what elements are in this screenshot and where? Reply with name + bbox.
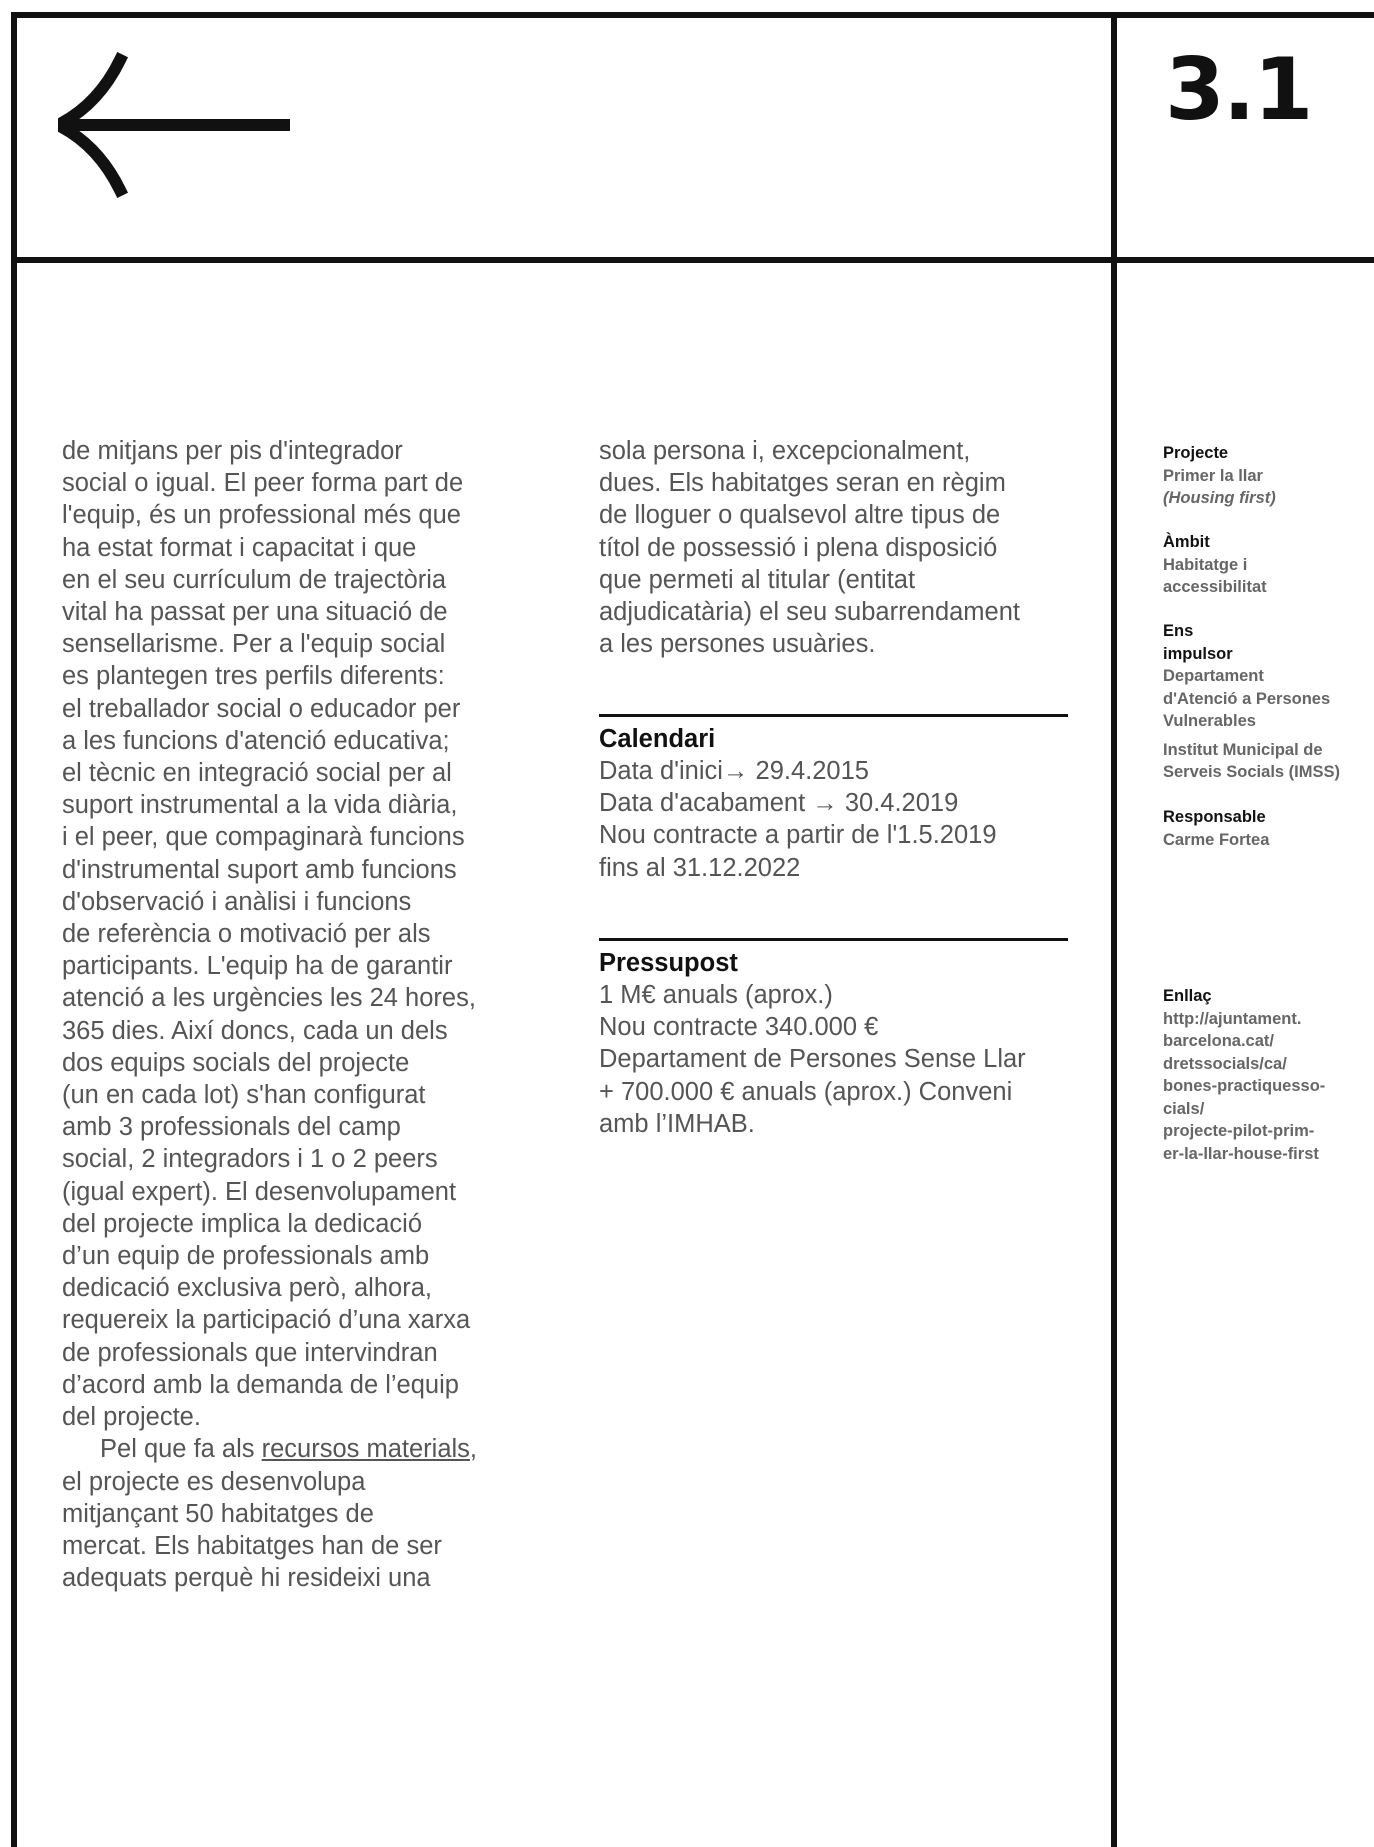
- enllac-link-line: http://ajuntament.: [1163, 1009, 1302, 1028]
- header-divider: [11, 257, 1374, 263]
- calendar-line: Nou contracte a partir de l'1.5.2019: [599, 821, 997, 850]
- sidebar-ambit: [1163, 531, 1368, 599]
- frame-left-border: [11, 12, 17, 1847]
- projecte-value-english: (Housing first): [1163, 489, 1276, 507]
- text-line: mercat. Els habitatges han de ser: [62, 1531, 442, 1560]
- budget-line: Nou contracte 340.000 €: [599, 1013, 879, 1042]
- text-line: de lloguer o qualsevol altre tipus de: [599, 501, 1001, 530]
- underlined-term: recursos materials: [261, 1435, 470, 1464]
- text-line: el treballador social o educador per: [62, 694, 461, 723]
- budget-rule: [599, 938, 1068, 941]
- text-line: (un en cada lot) s'han configurat: [62, 1081, 426, 1110]
- enllac-link-line: cials/: [1163, 1099, 1205, 1118]
- text-line: i el peer, que compaginarà funcions: [62, 823, 465, 852]
- text-line: el tècnic en integració social per al: [62, 759, 452, 788]
- enllac-label: Enllaç: [1163, 987, 1212, 1005]
- sidebar-enllac: [1163, 985, 1368, 1165]
- budget-heading: Pressupost: [599, 949, 738, 977]
- text-line: d'instrumental suport amb funcions: [62, 855, 457, 884]
- text-line: de mitjans per pis d'integrador: [62, 437, 403, 465]
- ens-value-line-2: d'Atenció a Persones: [1163, 689, 1331, 708]
- text-line: ha estat format i capacitat i que: [62, 533, 417, 562]
- projecte-value: Primer la llar: [1163, 466, 1263, 485]
- text-line: del projecte implica la dedicació: [62, 1209, 423, 1238]
- budget-line: + 700.000 € anuals (aprox.) Conveni: [599, 1077, 1013, 1106]
- text-line: participants. L'equip ha de garantir: [62, 952, 453, 981]
- text-line: dos equips socials del projecte: [62, 1048, 410, 1077]
- budget-line: amb l’IMHAB.: [599, 1109, 755, 1138]
- text-fragment: ,: [469, 1435, 478, 1464]
- ens-label-line-1: Ens: [1163, 622, 1194, 640]
- text-line: sensellarisme. Per a l'equip social: [62, 630, 446, 659]
- paragraph-2-first-line: [62, 1433, 542, 1465]
- sidebar-responsable: [1163, 806, 1368, 851]
- text-line: l'equip, és un professional més que: [62, 501, 461, 530]
- text-line: mitjançant 50 habitatges de: [62, 1499, 374, 1528]
- body-text-left-column: [62, 435, 542, 1594]
- calendar-heading: Calendari: [599, 725, 716, 753]
- text-line: d’acord amb la demanda de l’equip: [62, 1370, 459, 1399]
- ambit-value-line-1: Habitatge i: [1163, 555, 1248, 574]
- text-line: sola persona i, excepcionalment,: [599, 437, 971, 465]
- responsable-value: Carme Fortea: [1163, 830, 1270, 849]
- enllac-link-line: dretssocials/ca/: [1163, 1054, 1287, 1073]
- ens-value-line-1: Departament: [1163, 667, 1264, 685]
- enllac-link-line: bones-practiquesso-: [1163, 1077, 1326, 1095]
- text-fragment: Pel que fa als: [100, 1435, 262, 1464]
- text-line: social, 2 integradors i 1 o 2 peers: [62, 1145, 438, 1174]
- text-line: dues. Els habitatges seran en règim: [599, 469, 1006, 498]
- text-line: a les persones usuàries.: [599, 630, 876, 659]
- text-line: que permeti al titular (entitat: [599, 565, 916, 594]
- sidebar-divider: [1111, 12, 1117, 1847]
- responsable-label: Responsable: [1163, 808, 1266, 826]
- back-arrow-icon[interactable]: [58, 50, 298, 200]
- text-line: vital ha passat per una situació de: [62, 598, 448, 627]
- enllac-link-line: projecte-pilot-prim-: [1163, 1122, 1315, 1140]
- calendar-line: Data d'acabament → 30.4.2019: [599, 789, 959, 818]
- budget-line: 1 M€ anuals (aprox.): [599, 981, 833, 1009]
- frame-top-border: [11, 12, 1374, 18]
- text-line: amb 3 professionals del camp: [62, 1113, 401, 1142]
- enllac-link-line: er-la-llar-house-first: [1163, 1144, 1319, 1163]
- text-line: 365 dies. Així doncs, cada un dels: [62, 1016, 448, 1045]
- enllac-link[interactable]: [1163, 1008, 1368, 1166]
- enllac-link-line: barcelona.cat/: [1163, 1032, 1274, 1050]
- text-line: d’un equip de professionals amb: [62, 1242, 430, 1271]
- text-line: dedicació exclusiva però, alhora,: [62, 1274, 432, 1303]
- ens-value-line-3: Vulnerables: [1163, 712, 1256, 730]
- budget-line: Departament de Persones Sense Llar: [599, 1045, 1026, 1074]
- text-line: a les funcions d'atenció educativa;: [62, 726, 450, 755]
- text-line: títol de possessió i plena disposició: [599, 533, 998, 562]
- text-line: del projecte.: [62, 1403, 201, 1432]
- text-line: (igual expert). El desenvolupament: [62, 1177, 457, 1206]
- section-number: 3.1: [1165, 40, 1312, 140]
- text-line: requereix la participació d’una xarxa: [62, 1306, 471, 1335]
- text-line: es plantegen tres perfils diferents:: [62, 662, 445, 691]
- ens-value-line-4: Institut Municipal de: [1163, 740, 1323, 759]
- projecte-label: Projecte: [1163, 444, 1229, 462]
- sidebar-ens-impulsor: [1163, 620, 1368, 784]
- text-line: atenció a les urgències les 24 hores,: [62, 984, 476, 1013]
- calendar-line: fins al 31.12.2022: [599, 853, 801, 882]
- text-line: d'observació i anàlisi i funcions: [62, 887, 412, 916]
- text-line: suport instrumental a la vida diària,: [62, 791, 458, 820]
- calendar-line: Data d'inici→ 29.4.2015: [599, 757, 869, 785]
- text-line: adjudicatària) el seu subarrendament: [599, 598, 1020, 627]
- sidebar-projecte: [1163, 442, 1368, 510]
- body-text-mid-column: [599, 435, 1079, 660]
- text-line: de referència o motivació per als: [62, 920, 431, 949]
- text-line: social o igual. El peer forma part de: [62, 469, 464, 498]
- ambit-value-line-2: accessibilitat: [1163, 578, 1267, 596]
- text-line: de professionals que intervindran: [62, 1338, 438, 1367]
- text-line: el projecte es desenvolupa: [62, 1467, 366, 1496]
- ens-label-line-2: impulsor: [1163, 644, 1233, 663]
- ambit-label: Àmbit: [1163, 533, 1210, 551]
- budget-list: [599, 979, 1026, 1140]
- text-line: en el seu currículum de trajectòria: [62, 565, 447, 594]
- ens-value-line-5: Serveis Socials (IMSS): [1163, 763, 1340, 781]
- calendar-list: [599, 755, 997, 884]
- calendar-rule: [599, 714, 1068, 717]
- text-line: adequats perquè hi resideixi una: [62, 1564, 431, 1593]
